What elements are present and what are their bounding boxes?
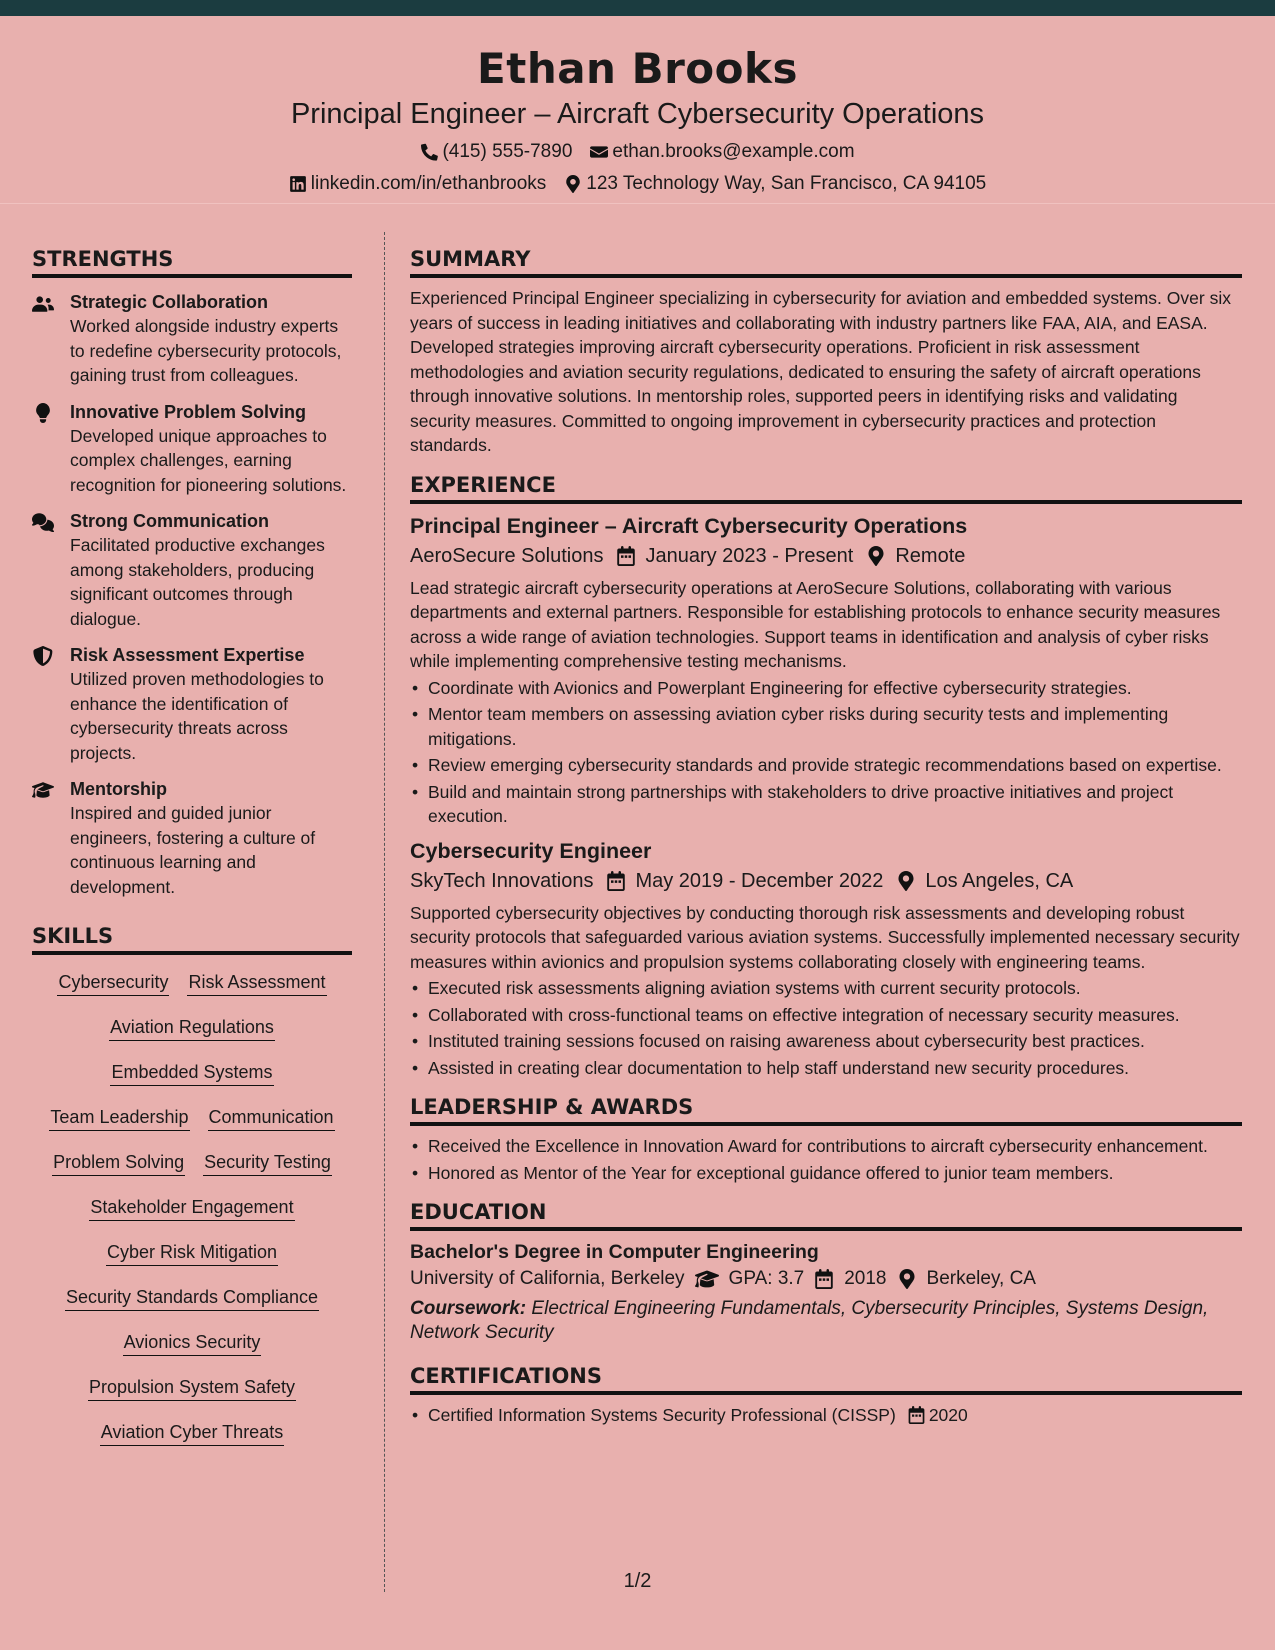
- awards-heading: LEADERSHIP & AWARDS: [410, 1092, 1242, 1126]
- certifications-heading: CERTIFICATIONS: [410, 1361, 1242, 1395]
- gpa-text: GPA: 3.7: [728, 1268, 805, 1289]
- users-icon: [32, 293, 54, 313]
- strength-title: Risk Assessment Expertise: [70, 645, 305, 665]
- job-bullet: • Build and maintain strong partnerships with stakeholders to drive proactive initiatives and project execution.: [410, 780, 1242, 829]
- email-text: ethan.brooks@example.com: [612, 141, 855, 162]
- map-marker-icon: [564, 175, 582, 193]
- skill-tag: Aviation Regulations: [109, 1014, 275, 1041]
- contact-row-2: [0, 172, 1275, 196]
- strength-item: [32, 290, 352, 388]
- experience-heading: EXPERIENCE: [410, 470, 1242, 504]
- map-marker-icon: [897, 1269, 917, 1289]
- page-number: 1/2: [623, 1570, 652, 1592]
- address-text: 123 Technology Way, San Francisco, CA 94105: [586, 173, 987, 194]
- linkedin-icon: [289, 175, 307, 193]
- contact-row-1: [0, 140, 1275, 164]
- skill-tag: Security Standards Compliance: [65, 1284, 319, 1311]
- job-bullet: • Review emerging cybersecurity standards and provide strategic recommendations based on expertise.: [410, 753, 1242, 778]
- strength-item: [32, 777, 352, 899]
- email-contact[interactable]: [590, 140, 854, 164]
- skill-row: [32, 1104, 352, 1149]
- graduation-year: 2018: [844, 1268, 887, 1289]
- strength-desc: Worked alongside industry experts to redefine cybersecurity protocols, gaining trust from colleagues.: [70, 316, 342, 385]
- skill-tag: Problem Solving: [52, 1149, 185, 1176]
- job-entry: [410, 512, 1242, 829]
- right-column: [410, 244, 1242, 1430]
- job-bullet: • Assisted in creating clear documentation to help staff understand new security procedures.: [410, 1056, 1242, 1081]
- skill-row: [32, 1149, 352, 1194]
- school-name: University of California, Berkeley: [410, 1268, 685, 1289]
- skill-row: [32, 969, 352, 1014]
- job-bullet: • Mentor team members on assessing aviation cyber risks during security tests and implementing mitigations.: [410, 702, 1242, 751]
- job-entry: [410, 837, 1242, 1081]
- resume-header: [0, 16, 1275, 204]
- skill-tag: Risk Assessment: [187, 969, 326, 996]
- certification-item: [410, 1403, 1242, 1428]
- address-contact: [564, 172, 986, 196]
- job-bullets: [410, 976, 1242, 1080]
- coursework: [410, 1297, 1242, 1345]
- job-description: Supported cybersecurity objectives by conducting thorough risk assessments and developing robust security protocols that safeguarded various aviation systems. Successfully implemented necessary security measures within avionics and propulsion systems collaborating closely with engineering teams.: [410, 902, 1240, 972]
- map-marker-icon: [897, 871, 915, 891]
- job-description: Lead strategic aircraft cybersecurity operations at AeroSecure Solutions, collaborating with various departments and external partners. Responsible for establishing protocols to enhance security measures across a wide range of aviation technologies. Support teams in identification and analysis of cyber risks while implementing comprehensive testing mechanisms.: [410, 577, 1221, 671]
- comments-icon: [32, 512, 54, 532]
- education-location: Berkeley, CA: [926, 1268, 1036, 1289]
- skill-row: [32, 1284, 352, 1329]
- coursework-label: Coursework:: [410, 1298, 527, 1319]
- skill-row: [32, 1239, 352, 1284]
- candidate-title: Principal Engineer – Aircraft Cybersecurity Operations: [290, 98, 985, 130]
- envelope-icon: [590, 143, 608, 161]
- skill-row: [32, 1014, 352, 1059]
- strength-title: Innovative Problem Solving: [70, 401, 307, 422]
- job-bullets: [410, 676, 1242, 829]
- strength-item: [32, 643, 352, 765]
- skill-row: [32, 1419, 352, 1464]
- skill-row: [32, 1194, 352, 1239]
- job-dates: May 2019 - December 2022: [635, 869, 884, 892]
- strength-item: [32, 509, 352, 631]
- graduation-cap-icon: [695, 1269, 719, 1289]
- job-meta: [410, 542, 1242, 570]
- award-item: • Received the Excellence in Innovation Award for contributions to aircraft cybersecurity enhancement.: [410, 1134, 1242, 1159]
- job-title: Principal Engineer – Aircraft Cybersecurity Operations: [410, 513, 968, 538]
- shield-icon: [32, 646, 54, 666]
- job-bullet: • Executed risk assessments aligning aviation systems with current security protocols.: [410, 976, 1242, 1001]
- top-accent-bar: [0, 0, 1275, 16]
- column-divider: [384, 232, 385, 1592]
- skill-row: [32, 1059, 352, 1104]
- job-location: Remote: [895, 544, 966, 567]
- summary-heading: SUMMARY: [410, 244, 1242, 278]
- left-column: [32, 244, 352, 1464]
- certifications-list: [410, 1403, 1242, 1428]
- job-meta: [410, 867, 1242, 895]
- skills-heading: SKILLS: [32, 921, 352, 955]
- skill-tag: Stakeholder Engagement: [89, 1194, 294, 1221]
- calendar-icon: [617, 546, 635, 566]
- calendar-icon: [814, 1269, 834, 1289]
- skill-tag: Propulsion System Safety: [88, 1374, 296, 1401]
- lightbulb-icon: [32, 403, 54, 423]
- job-title: Cybersecurity Engineer: [410, 838, 652, 863]
- skill-row: [32, 1329, 352, 1374]
- education-meta: [410, 1265, 1242, 1293]
- skill-tag: Cyber Risk Mitigation: [106, 1239, 278, 1266]
- awards-list: [410, 1134, 1242, 1185]
- coursework-text: Electrical Engineering Fundamentals, Cybersecurity Principles, Systems Design, Network Security: [410, 1298, 1209, 1343]
- strength-title: Strategic Collaboration: [70, 292, 269, 312]
- certification-name: • Certified Information Systems Security Professional (CISSP): [428, 1405, 896, 1425]
- phone-icon: [420, 143, 438, 161]
- linkedin-contact[interactable]: [289, 172, 547, 196]
- phone-text: (415) 555-7890: [442, 141, 573, 162]
- job-bullet: • Coordinate with Avionics and Powerplant Engineering for effective cybersecurity strategies.: [410, 676, 1242, 701]
- calendar-icon: [607, 871, 625, 891]
- candidate-name: Ethan Brooks: [477, 44, 798, 93]
- skill-tag: Security Testing: [203, 1149, 332, 1176]
- strength-desc: Facilitated productive exchanges among stakeholders, producing significant outcomes through dialogue.: [70, 535, 325, 629]
- strength-title: Strong Communication: [70, 511, 269, 531]
- skill-tag: Cybersecurity: [57, 969, 169, 996]
- degree-title: Bachelor's Degree in Computer Engineering: [410, 1241, 819, 1263]
- skills-list: [32, 969, 352, 1464]
- strengths-heading: STRENGTHS: [32, 244, 352, 278]
- job-dates: January 2023 - Present: [645, 544, 854, 567]
- phone-contact: [420, 140, 572, 164]
- skill-tag: Team Leadership: [49, 1104, 189, 1131]
- skill-row: [32, 1374, 352, 1419]
- strength-desc: Inspired and guided junior engineers, fostering a culture of continuous learning and development.: [70, 803, 316, 897]
- skill-tag: Communication: [208, 1104, 335, 1131]
- strength-title: Mentorship: [70, 779, 167, 799]
- skill-tag: Aviation Cyber Threats: [100, 1419, 284, 1446]
- summary-text: Experienced Principal Engineer specializing in cybersecurity for aviation and embedded systems. Over six years of success in leading initiatives and collaborating with industry partners like FAA, AIA, and EASA. Developed strategies improving aircraft cybersecurity operations. Proficient in risk assessment methodologies and aviation security regulations, dedicated to ensuring the safety of aircraft operations through innovative solutions. In mentorship roles, supported peers in identifying risks and validating security measures. Committed to ongoing improvement in cybersecurity practices and protection standards.: [410, 288, 1231, 455]
- map-marker-icon: [867, 546, 885, 566]
- graduation-cap-icon: [32, 780, 54, 800]
- job-company: SkyTech Innovations: [410, 869, 594, 892]
- job-location: Los Angeles, CA: [925, 869, 1074, 892]
- strength-desc: Developed unique approaches to complex challenges, earning recognition for pioneering solutions.: [70, 425, 347, 495]
- certification-year: 2020: [928, 1405, 968, 1425]
- skill-tag: Avionics Security: [123, 1329, 262, 1356]
- award-item: • Honored as Mentor of the Year for exceptional guidance offered to junior team members.: [410, 1161, 1242, 1186]
- linkedin-text: linkedin.com/in/ethanbrooks: [310, 173, 547, 194]
- job-bullet: • Collaborated with cross-functional teams on effective integration of necessary security measures.: [410, 1003, 1242, 1028]
- strength-desc: Utilized proven methodologies to enhance the identification of cybersecurity threats across projects.: [70, 669, 324, 763]
- skill-tag: Embedded Systems: [110, 1059, 273, 1086]
- calendar-icon: [908, 1406, 925, 1424]
- job-company: AeroSecure Solutions: [410, 544, 604, 567]
- strength-item: [32, 400, 352, 498]
- job-bullet: • Instituted training sessions focused on raising awareness about cybersecurity best practices.: [410, 1029, 1242, 1054]
- education-heading: EDUCATION: [410, 1197, 1242, 1231]
